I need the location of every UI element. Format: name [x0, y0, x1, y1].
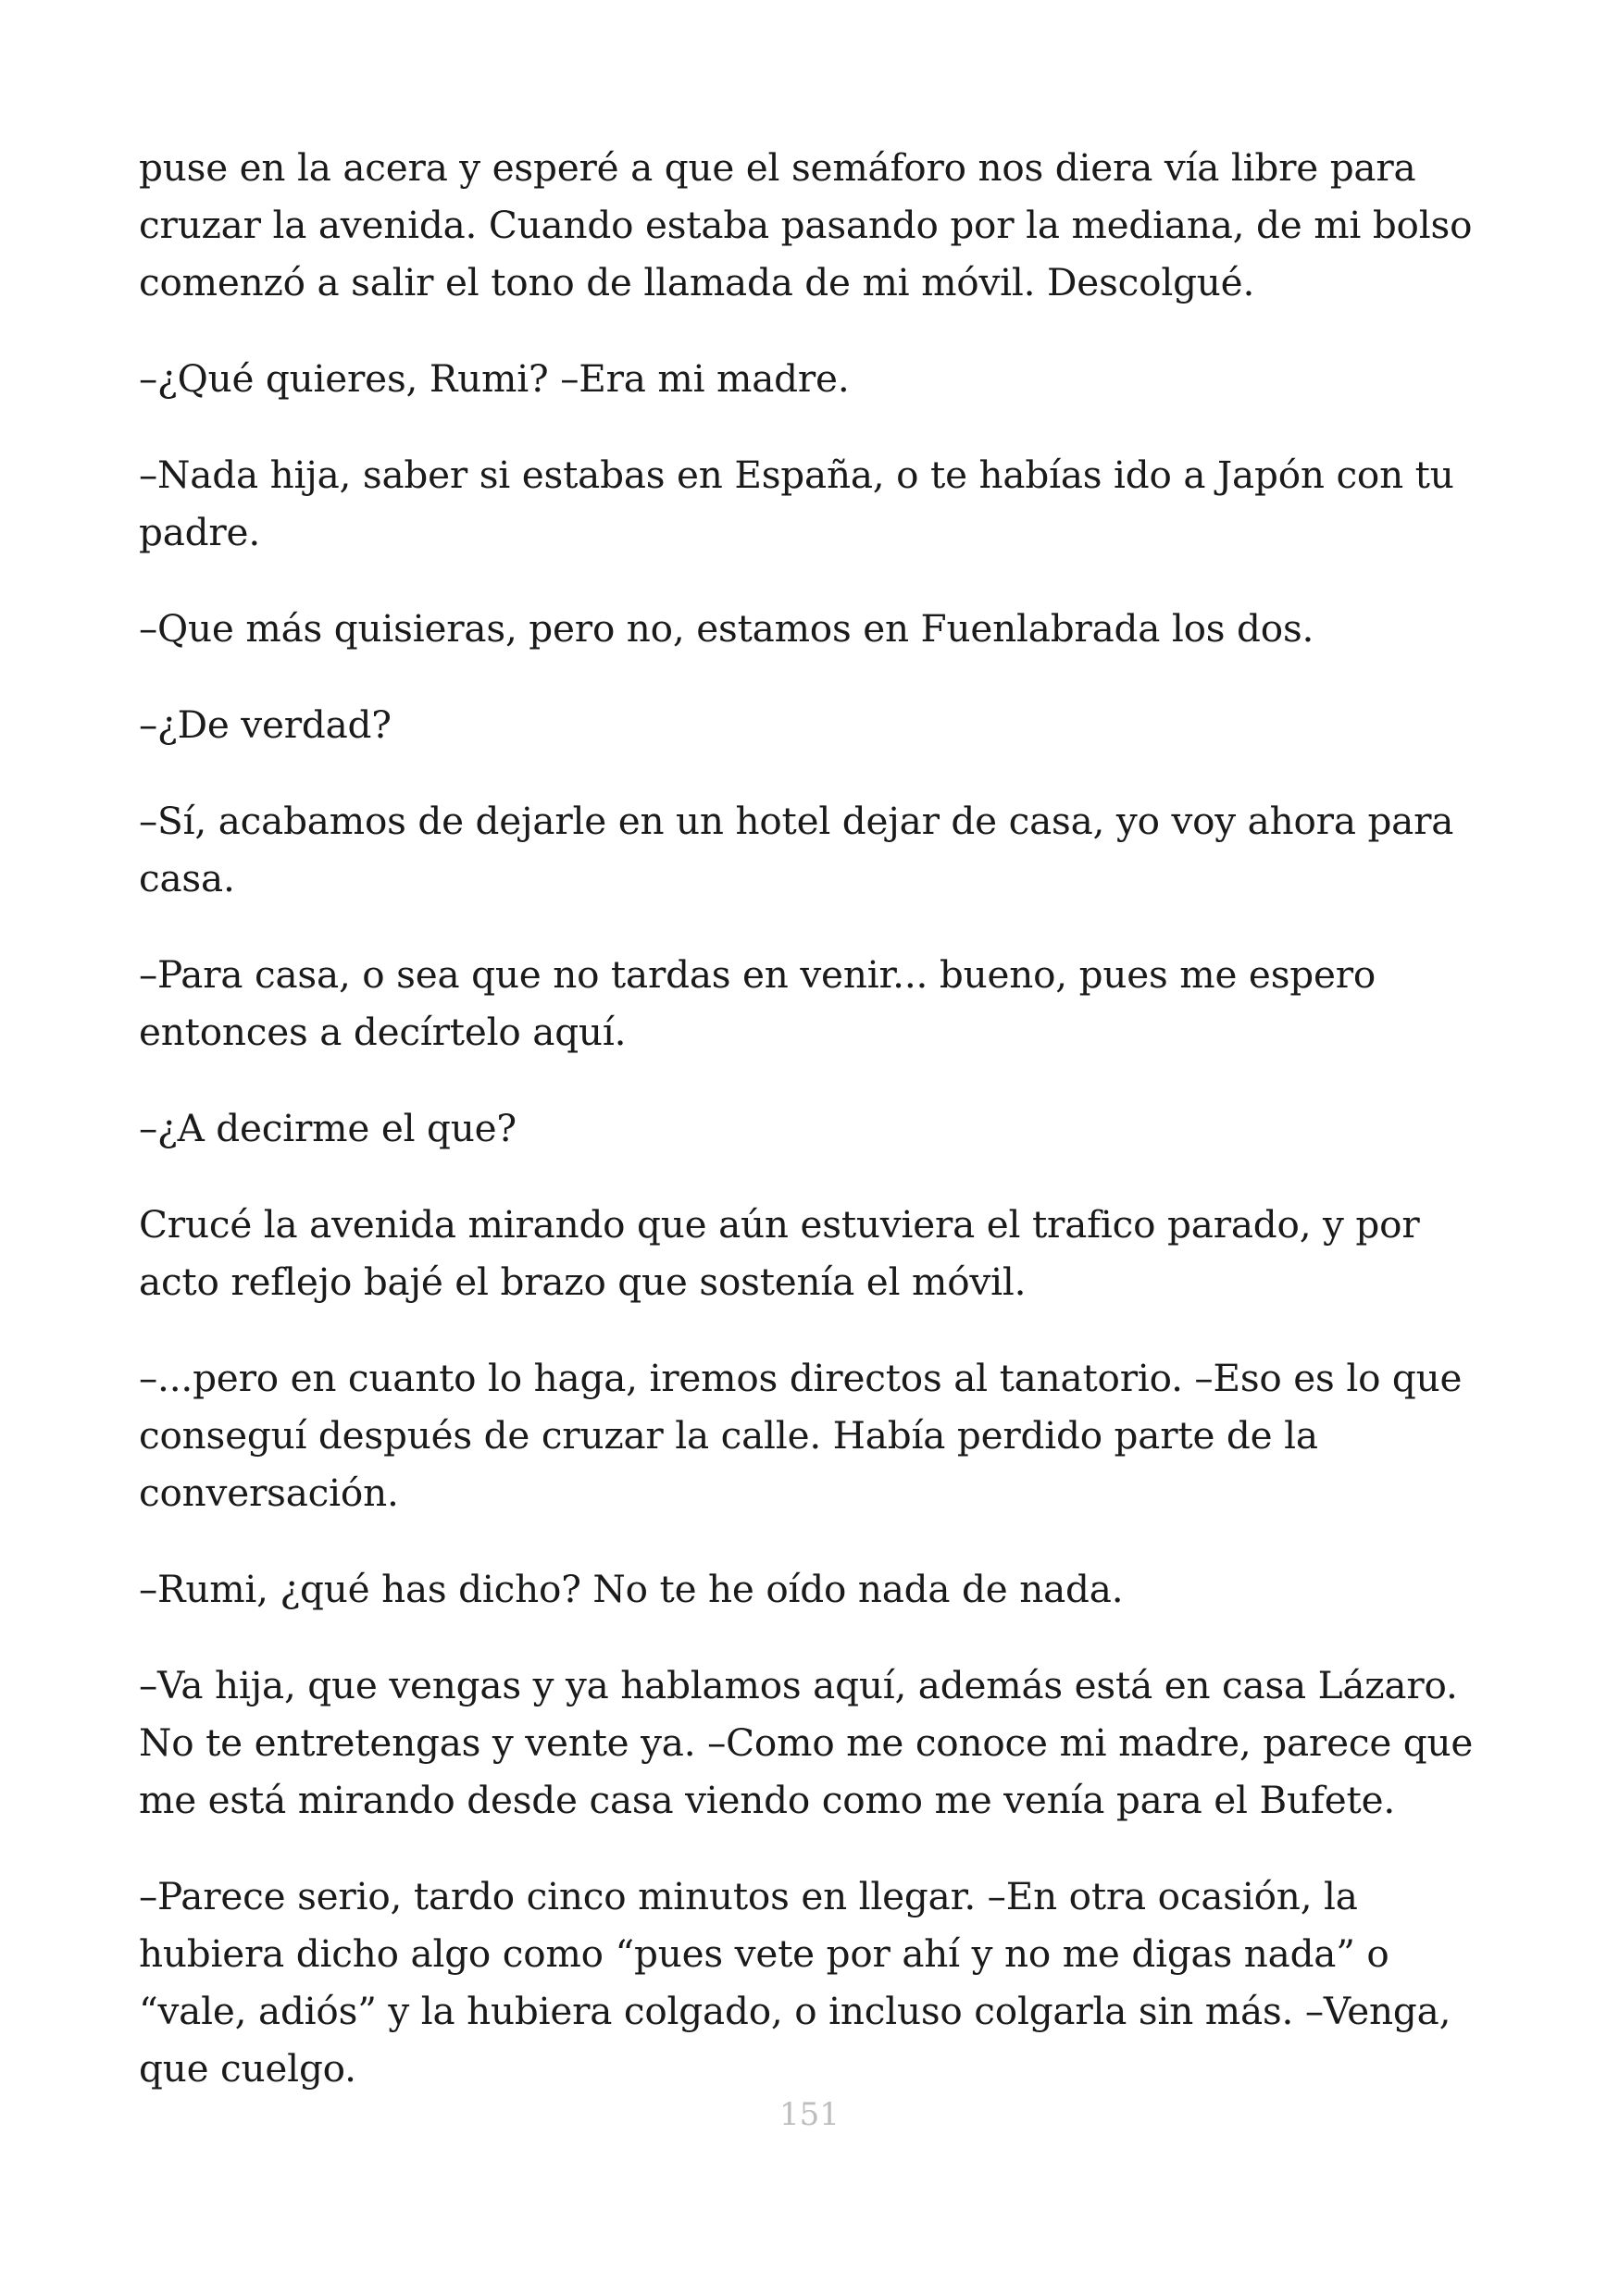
paragraph: –Nada hija, saber si estabas en España, o te habías ido a Japón con tu padre. [139, 453, 1454, 554]
paragraph: –Que más quisieras, pero no, estamos en Fuenlabrada los dos. [139, 606, 1314, 651]
page-number: 151 [779, 2096, 840, 2133]
paragraph: –...pero en cuanto lo haga, iremos directos al tanatorio. –Eso es lo que conseguí después de cruzar la calle. Había perdido parte de la conversación. [139, 1356, 1463, 1515]
paragraph: –Rumi, ¿qué has dicho? No te he oído nada de nada. [139, 1567, 1124, 1611]
paragraph: –¿Qué quieres, Rumi? –Era mi madre. [139, 356, 850, 401]
paragraph: –¿De verdad? [139, 702, 392, 747]
paragraph: –Sí, acabamos de dejarle en un hotel dejar de casa, yo voy ahora para casa. [139, 799, 1454, 900]
paragraph: puse en la acera y esperé a que el semáforo nos diera vía libre para cruzar la avenida. Cuando estaba pasando por la mediana, de mi bolso comenzó a salir el tono de llamada de mi móvil. Descolgué. [139, 145, 1473, 304]
body-text [139, 139, 1490, 2136]
paragraph: –Para casa, o sea que no tardas en venir... bueno, pues me espero entonces a decírtelo aquí. [139, 952, 1376, 1054]
paragraph: –Va hija, que vengas y ya hablamos aquí, además está en casa Lázaro. No te entretengas y vente ya. –Como me conoce mi madre, parece que me está mirando desde casa viendo como me venía para el Bufete. [139, 1663, 1474, 1822]
paragraph: Crucé la avenida mirando que aún estuviera el trafico parado, y por acto reflejo bajé el brazo que sostenía el móvil. [139, 1202, 1420, 1304]
paragraph: –¿A decirme el que? [139, 1106, 517, 1150]
paragraph: –Parece serio, tardo cinco minutos en llegar. –En otra ocasión, la hubiera dicho algo como “pues vete por ahí y no me digas nada” o “vale, adiós” y la hubiera colgado, o incluso colgarla sin más. –Venga, que cuelgo. [139, 1874, 1451, 2091]
